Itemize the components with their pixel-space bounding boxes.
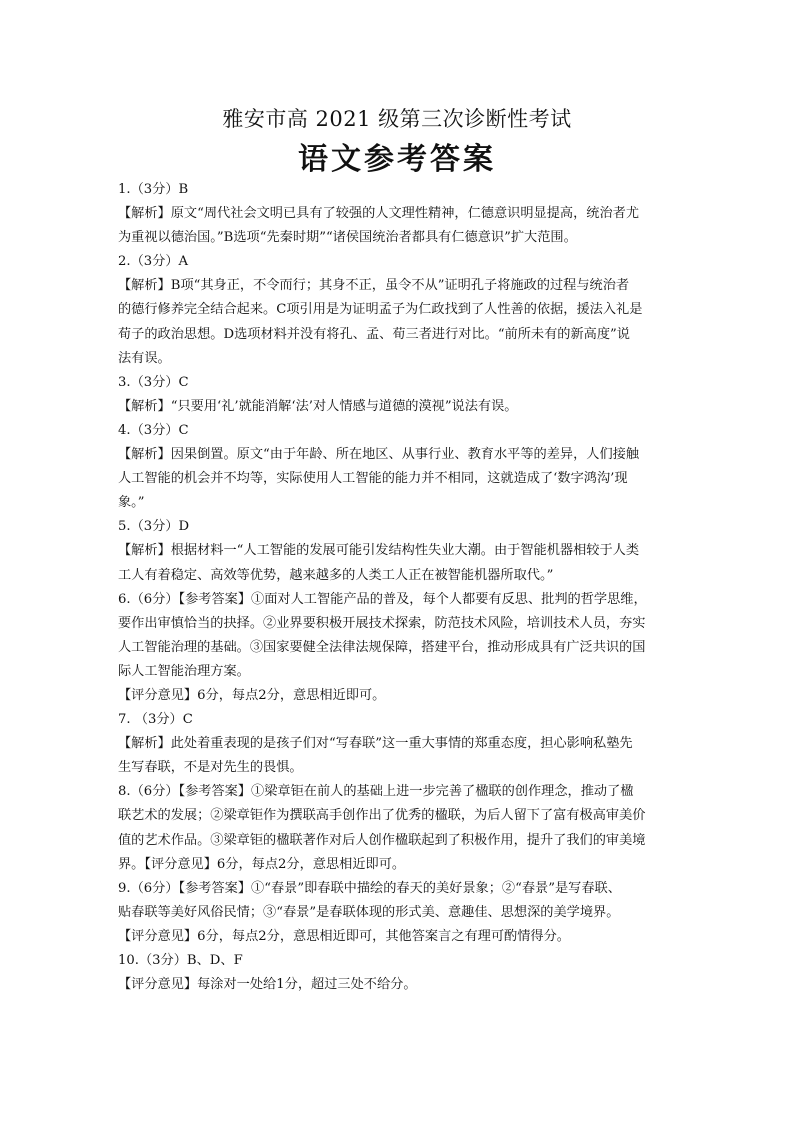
answer-line: 生写春联，不是对先生的畏惧。 — [118, 760, 303, 776]
answer-line: 贴春联等美好风俗民情；③“春景”是春联体现的形式美、意趣佳、思想深的美学境界。 — [118, 904, 620, 920]
answer-line: 【评分意见】每涂对一处给1分，超过三处不给分。 — [118, 977, 417, 993]
answer-line: 10.（3分）B、D、F — [118, 953, 243, 968]
answer-line: 法有误。 — [118, 350, 171, 366]
answer-line: 8.（6分）【参考答案】①梁章钜在前人的基础上进一步完善了楹联的创作理念，推动了楹 — [118, 784, 634, 800]
answer-line: 的德行修养完全结合起来。C项引用是为证明孟子为仁政找到了人性善的依据，援法入礼是 — [118, 302, 643, 318]
answer-line: 人工智能治理的基础。③国家要健全法律法规保障，搭建平台，推动形成具有广泛共识的国 — [118, 639, 646, 655]
answer-line: 象。” — [118, 495, 145, 511]
answer-line: 【解析】原文“周代社会文明已具有了较强的人文理性精神，仁德意识明显提高，统治者尤 — [118, 206, 640, 222]
answer-line: 工人有着稳定、高效等优势，越来越多的人类工人正在被智能机器所取代。” — [118, 567, 554, 583]
answer-line: 9.（6分）【参考答案】①“春景”即春联中描绘的春天的美好景象；②“春景”是写春联、 — [118, 880, 621, 896]
answer-line: 【评分意见】6分，每点2分，意思相近即可。 — [118, 687, 386, 703]
answer-line: 【解析】此处着重表现的是孩子们对“写春联”这一重大事情的郑重态度，担心影响私塾先 — [118, 736, 633, 752]
answer-line: 【解析】B项“其身正，不令而行；其身不正，虽令不从”证明孔子将施政的过程与统治者 — [118, 278, 630, 294]
answer-line: 为重视以德治国。”B选项“先秦时期”“诸侯国统治者都具有仁德意识”扩大范围。 — [118, 230, 577, 246]
answer-line: 人工智能的机会并不均等，实际使用人工智能的能力并不相同，这就造成了‘数字鸿沟’现 — [118, 471, 628, 487]
answer-line: 6.（6分）【参考答案】①面对人工智能产品的普及，每个人都要有反思、批判的哲学思维， — [118, 591, 647, 607]
answer-line: 联艺术的发展；②梁章钜作为撰联高手创作出了优秀的楹联，为后人留下了富有极高审美价 — [118, 808, 646, 824]
answer-line: 3.（3分）C — [118, 374, 189, 390]
answer-line: 5.（3分）D — [118, 519, 190, 535]
exam-title: 雅安市高 2021 级第三次诊断性考试 — [222, 107, 572, 131]
answer-line: 7. （3分）C — [118, 712, 193, 728]
answer-line: 1.（3分）B — [118, 182, 189, 197]
answer-line: 要作出审慎恰当的抉择。②业界要积极开展技术探索，防范技术风险，培训技术人员，夯实 — [118, 615, 646, 631]
answer-line: 【解析】“只要用‘礼’就能消解‘法’对人情感与道德的漠视”说法有误。 — [118, 398, 518, 414]
answer-line: 【解析】根据材料一“人工智能的发展可能引发结构性失业大潮。由于智能机器相较于人类 — [118, 543, 640, 559]
answer-line: 【解析】因果倒置。原文“由于年龄、所在地区、从事行业、教育水平等的差异，人们接触 — [118, 447, 640, 463]
answer-line: 【评分意见】6分，每点2分，意思相近即可，其他答案言之有理可酌情得分。 — [118, 928, 570, 944]
answer-line: 荀子的政治思想。D选项材料并没有将孔、孟、荀三者进行对比。“前所未有的新高度”说 — [118, 326, 630, 342]
answer-key-heading: 语文参考答案 — [298, 142, 496, 177]
answer-line: 4.（3分）C — [118, 422, 189, 438]
answer-body — [118, 178, 684, 997]
answer-line: 际人工智能治理方案。 — [118, 663, 250, 679]
answer-line: 界。【评分意见】6分，每点2分，意思相近即可。 — [118, 856, 406, 872]
answer-line: 2.（3分）A — [118, 254, 189, 270]
answer-line: 值的艺术作品。③梁章钜的楹联著作对后人创作楹联起到了积极作用，提升了我们的审美境 — [118, 832, 646, 848]
